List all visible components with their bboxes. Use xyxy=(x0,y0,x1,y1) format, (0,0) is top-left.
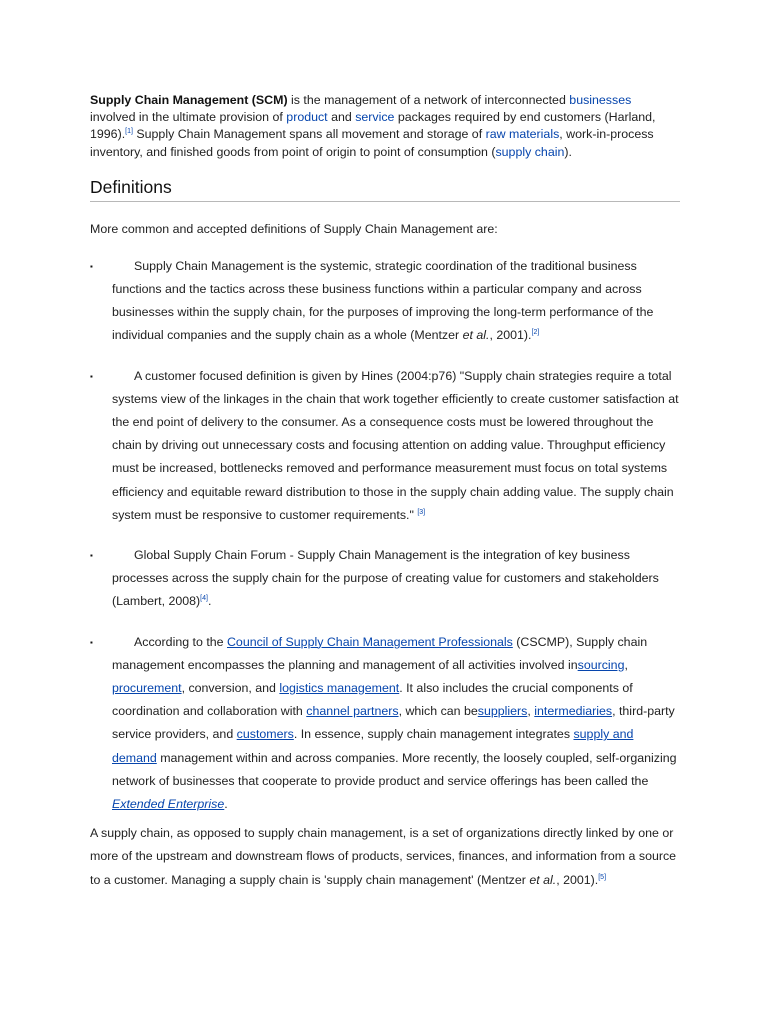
link-product[interactable]: product xyxy=(286,110,328,125)
link-intermediaries[interactable]: intermediaries xyxy=(534,704,613,719)
link-logistics-management[interactable]: logistics management xyxy=(279,681,400,696)
link-customers[interactable]: customers xyxy=(236,727,294,742)
reference-3[interactable] xyxy=(417,509,425,516)
item-text: , 2001). xyxy=(489,328,532,343)
link-sourcing[interactable]: sourcing xyxy=(577,657,625,672)
reference-4[interactable] xyxy=(200,595,208,602)
list-item xyxy=(90,631,680,817)
closing-paragraph xyxy=(90,822,680,892)
intro-paragraph xyxy=(90,92,680,161)
link-businesses[interactable]: businesses xyxy=(569,93,632,107)
reference-2[interactable] xyxy=(532,329,540,336)
reference-3-link[interactable]: [3] xyxy=(417,508,426,516)
link-extended-enterprise[interactable] xyxy=(112,797,224,811)
closing-text: A supply chain, as opposed to supply chain management, is a set of organizations directly linked by one or more of the upstream and downstream flows of products, services, finances, and information from a source to a customer. Managing a supply chain is 'supply chain management' (Mentzer xyxy=(90,826,677,887)
item-text: , xyxy=(527,704,535,719)
intro-text: involved in the ultimate provision of xyxy=(90,110,287,125)
item-text: Supply Chain Management is the systemic, strategic coordination of the traditional business functions and the tactics across these business functions within a particular company and across businesses within the supply chain, for the purposes of improving the long-term performance of the individual companies and the supply chain as a whole (Mentzer xyxy=(112,258,654,343)
scm-term: Supply Chain Management (SCM) xyxy=(90,93,288,107)
item-text: According to the xyxy=(134,634,227,649)
reference-4-link[interactable]: [4] xyxy=(200,595,208,603)
item-italic: et al. xyxy=(462,328,490,343)
intro-text: and xyxy=(327,110,356,125)
link-supply-chain[interactable]: supply chain xyxy=(495,144,565,159)
link-extended-enterprise-text[interactable]: Extended Enterprise xyxy=(112,797,225,812)
item-text: , conversion, and xyxy=(181,681,280,696)
square-bullet-icon: ▪ xyxy=(90,637,93,647)
link-cscmp[interactable]: Council of Supply Chain Management Professionals xyxy=(226,634,513,649)
item-text: , which can be xyxy=(398,704,478,719)
item-text: . xyxy=(207,594,212,609)
item-text: A customer focused definition is given by Hines (2004:p76) "Supply chain strategies require a total systems view of the linkages in the chain that work together efficiently to create customer satisfaction at the end point of delivery to the consumer. As a consequence costs must be lowered throughout the chain by driving out unnecessary costs and focusing attention on adding value. Throughput efficiency must be increased, bottlenecks removed and performance measurement must focus on total systems efficiency and equitable reward distribution to those in the supply chain adding value. The supply chain system must be responsive to customer requirements." xyxy=(112,368,679,522)
list-item xyxy=(90,544,680,614)
definitions-list xyxy=(90,255,680,816)
square-bullet-icon: ▪ xyxy=(90,551,93,561)
list-item xyxy=(90,255,680,348)
definitions-lead: More common and accepted definitions of Supply Chain Management are: xyxy=(90,221,498,236)
section-heading-definitions: Definitions xyxy=(90,176,680,202)
item-text: Global Supply Chain Forum - Supply Chain Management is the integration of key business processes across the supply chain for the purpose of creating value for customers and stakeholders (Lambert, 2008) xyxy=(112,548,659,609)
reference-5-link[interactable]: [5] xyxy=(598,873,607,881)
item-text: . It also includes the crucial components of coordination and collaboration with xyxy=(112,681,633,719)
reference-2-link[interactable]: [2] xyxy=(531,329,540,337)
link-raw-materials[interactable]: raw materials xyxy=(485,127,560,142)
closing-text: , 2001). xyxy=(556,872,599,887)
intro-text: , work-in-process inventory, and finished goods from point of origin to point of consumption ( xyxy=(90,127,654,159)
item-text: management within and across companies. More recently, the loosely coupled, self-organizing network of businesses that cooperate to provide product and service offerings has been called the xyxy=(112,750,677,788)
link-suppliers[interactable]: suppliers xyxy=(477,704,528,719)
item-text: (CSCMP), Supply chain management encompasses the planning and management of all activities involved in xyxy=(112,634,648,672)
intro-text: is the management of a network of interconnected xyxy=(287,93,570,107)
square-bullet-icon: ▪ xyxy=(90,371,93,381)
link-channel-partners[interactable]: channel partners xyxy=(306,704,399,719)
intro-text: packages required by end customers (Harland, 1996). xyxy=(90,110,656,142)
article-body xyxy=(90,92,680,892)
link-service[interactable]: service xyxy=(355,110,395,125)
intro-text: ). xyxy=(564,144,572,159)
item-text: , third-party service providers, and xyxy=(112,704,675,742)
square-bullet-icon: ▪ xyxy=(90,261,93,271)
item-text: . xyxy=(224,797,228,812)
item-text: . In essence, supply chain management integrates xyxy=(293,727,574,742)
reference-1-link[interactable]: [1] xyxy=(125,128,133,136)
list-item xyxy=(90,365,680,527)
link-procurement[interactable]: procurement xyxy=(112,681,182,696)
reference-1[interactable] xyxy=(125,128,133,135)
intro-text: Supply Chain Management spans all movement and storage of xyxy=(132,127,486,142)
closing-italic: et al. xyxy=(529,872,557,887)
item-text: , xyxy=(624,657,628,672)
reference-5[interactable] xyxy=(598,874,606,881)
link-supply-and-demand[interactable]: supply and demand xyxy=(112,727,634,765)
